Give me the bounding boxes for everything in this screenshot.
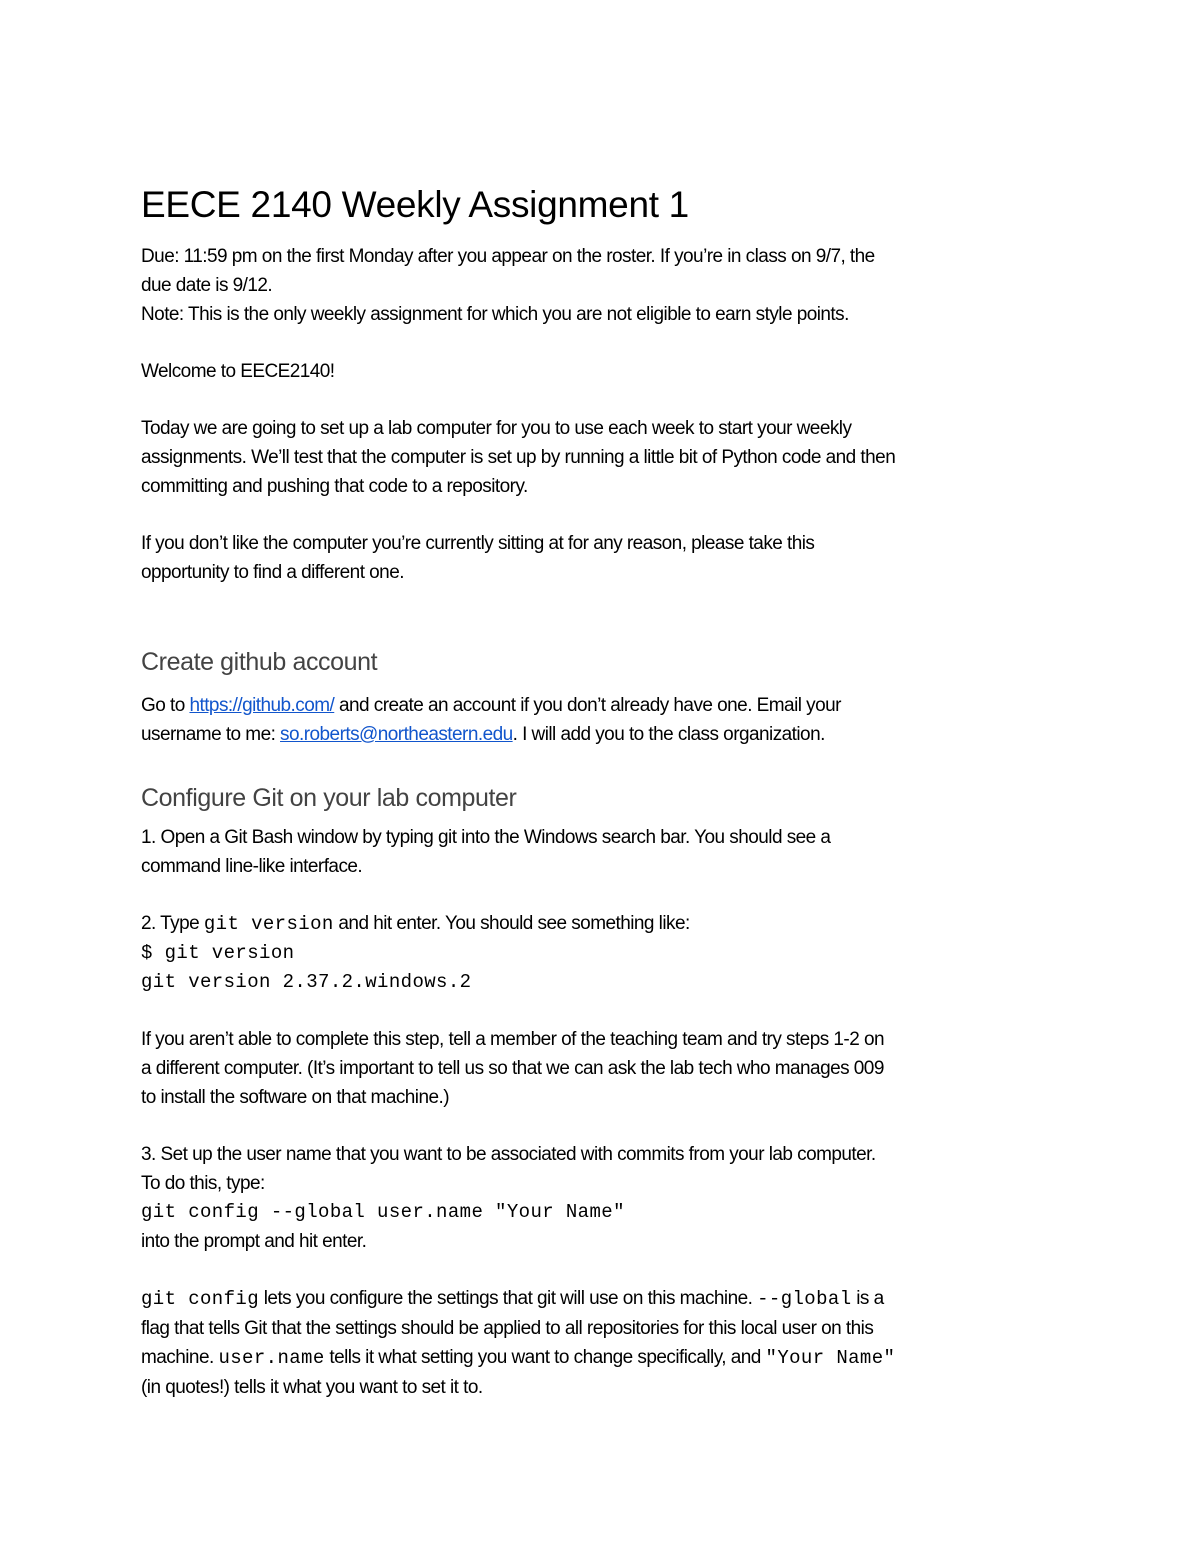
- explain-line-2: flag that tells Git that the settings should be applied to all repositories for this local user on this: [141, 1318, 874, 1339]
- github-line-1-prefix: Go to: [141, 695, 190, 716]
- today-line-2: assignments. We’ll test that the computer is set up by running a little bit of Python code and then: [141, 447, 896, 468]
- explain-text-3: machine.: [141, 1347, 219, 1368]
- github-link[interactable]: https://github.com/: [189, 695, 335, 716]
- document-page: [141, 180, 1071, 1402]
- fail-line-3: to install the software on that machine.): [141, 1087, 450, 1108]
- explain-text-4: tells it what setting you want to change specifically, and: [324, 1347, 766, 1368]
- git-section-heading: Configure Git on your lab computer: [141, 784, 517, 812]
- note-line: Note: This is the only weekly assignment for which you are not eligible to earn style points.: [141, 304, 849, 325]
- explain-code-3: user.name: [218, 1347, 325, 1369]
- explain-text-1: lets you configure the settings that git will use on this machine.: [259, 1288, 758, 1309]
- dislike-line-1: If you don’t like the computer you’re currently sitting at for any reason, please take this: [141, 533, 815, 554]
- github-line-2: [141, 720, 1071, 749]
- github-line-1: [141, 691, 1071, 720]
- dislike-line-2: opportunity to find a different one.: [141, 562, 404, 583]
- step2-output-2: git version 2.37.2.windows.2: [141, 971, 472, 993]
- welcome-line: Welcome to EECE2140!: [141, 361, 335, 382]
- explain-text-2: is a: [851, 1288, 884, 1309]
- step2-code: git version: [203, 913, 334, 935]
- email-link[interactable]: so.roberts@northeastern.edu: [280, 724, 513, 745]
- explain-code-4: "Your Name": [765, 1347, 896, 1369]
- step2-line: [141, 909, 1071, 939]
- step3-line-2: To do this, type:: [141, 1173, 265, 1194]
- github-line-2-prefix: username to me:: [141, 724, 281, 745]
- step2-prefix: 2. Type: [141, 913, 204, 934]
- step1-line-2: command line-like interface.: [141, 856, 363, 877]
- due-line-2: due date is 9/12.: [141, 275, 273, 296]
- step2-suffix: and hit enter. You should see something like:: [333, 913, 690, 934]
- step2-output-1: $ git version: [141, 942, 295, 964]
- github-section-heading: Create github account: [141, 648, 378, 676]
- page-title: EECE 2140 Weekly Assignment 1: [141, 184, 689, 225]
- fail-line-1: If you aren’t able to complete this step, tell a member of the teaching team and try steps 1-2 on: [141, 1029, 884, 1050]
- step3-line-3: into the prompt and hit enter.: [141, 1231, 367, 1252]
- explain-code-2: --global: [757, 1288, 852, 1310]
- github-line-2-suffix: . I will add you to the class organization.: [512, 724, 825, 745]
- today-line-1: Today we are going to set up a lab computer for you to use each week to start your weekly: [141, 418, 852, 439]
- github-line-1-suffix: and create an account if you don’t already have one. Email your: [334, 695, 841, 716]
- explain-line-1: [141, 1284, 1071, 1314]
- due-line-1: Due: 11:59 pm on the first Monday after you appear on the roster. If you’re in class on 9/7, the: [141, 246, 875, 267]
- step3-line-1: 3. Set up the user name that you want to be associated with commits from your lab computer.: [141, 1144, 876, 1165]
- step3-code: git config --global user.name "Your Name": [141, 1201, 625, 1223]
- today-line-3: committing and pushing that code to a repository.: [141, 476, 528, 497]
- explain-code-1: git config: [141, 1288, 260, 1310]
- step1-line-1: 1. Open a Git Bash window by typing git into the Windows search bar. You should see a: [141, 827, 831, 848]
- explain-line-4: (in quotes!) tells it what you want to set it to.: [141, 1377, 483, 1398]
- fail-line-2: a different computer. (It’s important to tell us so that we can ask the lab tech who manages 009: [141, 1058, 884, 1079]
- explain-line-3: [141, 1343, 1071, 1373]
